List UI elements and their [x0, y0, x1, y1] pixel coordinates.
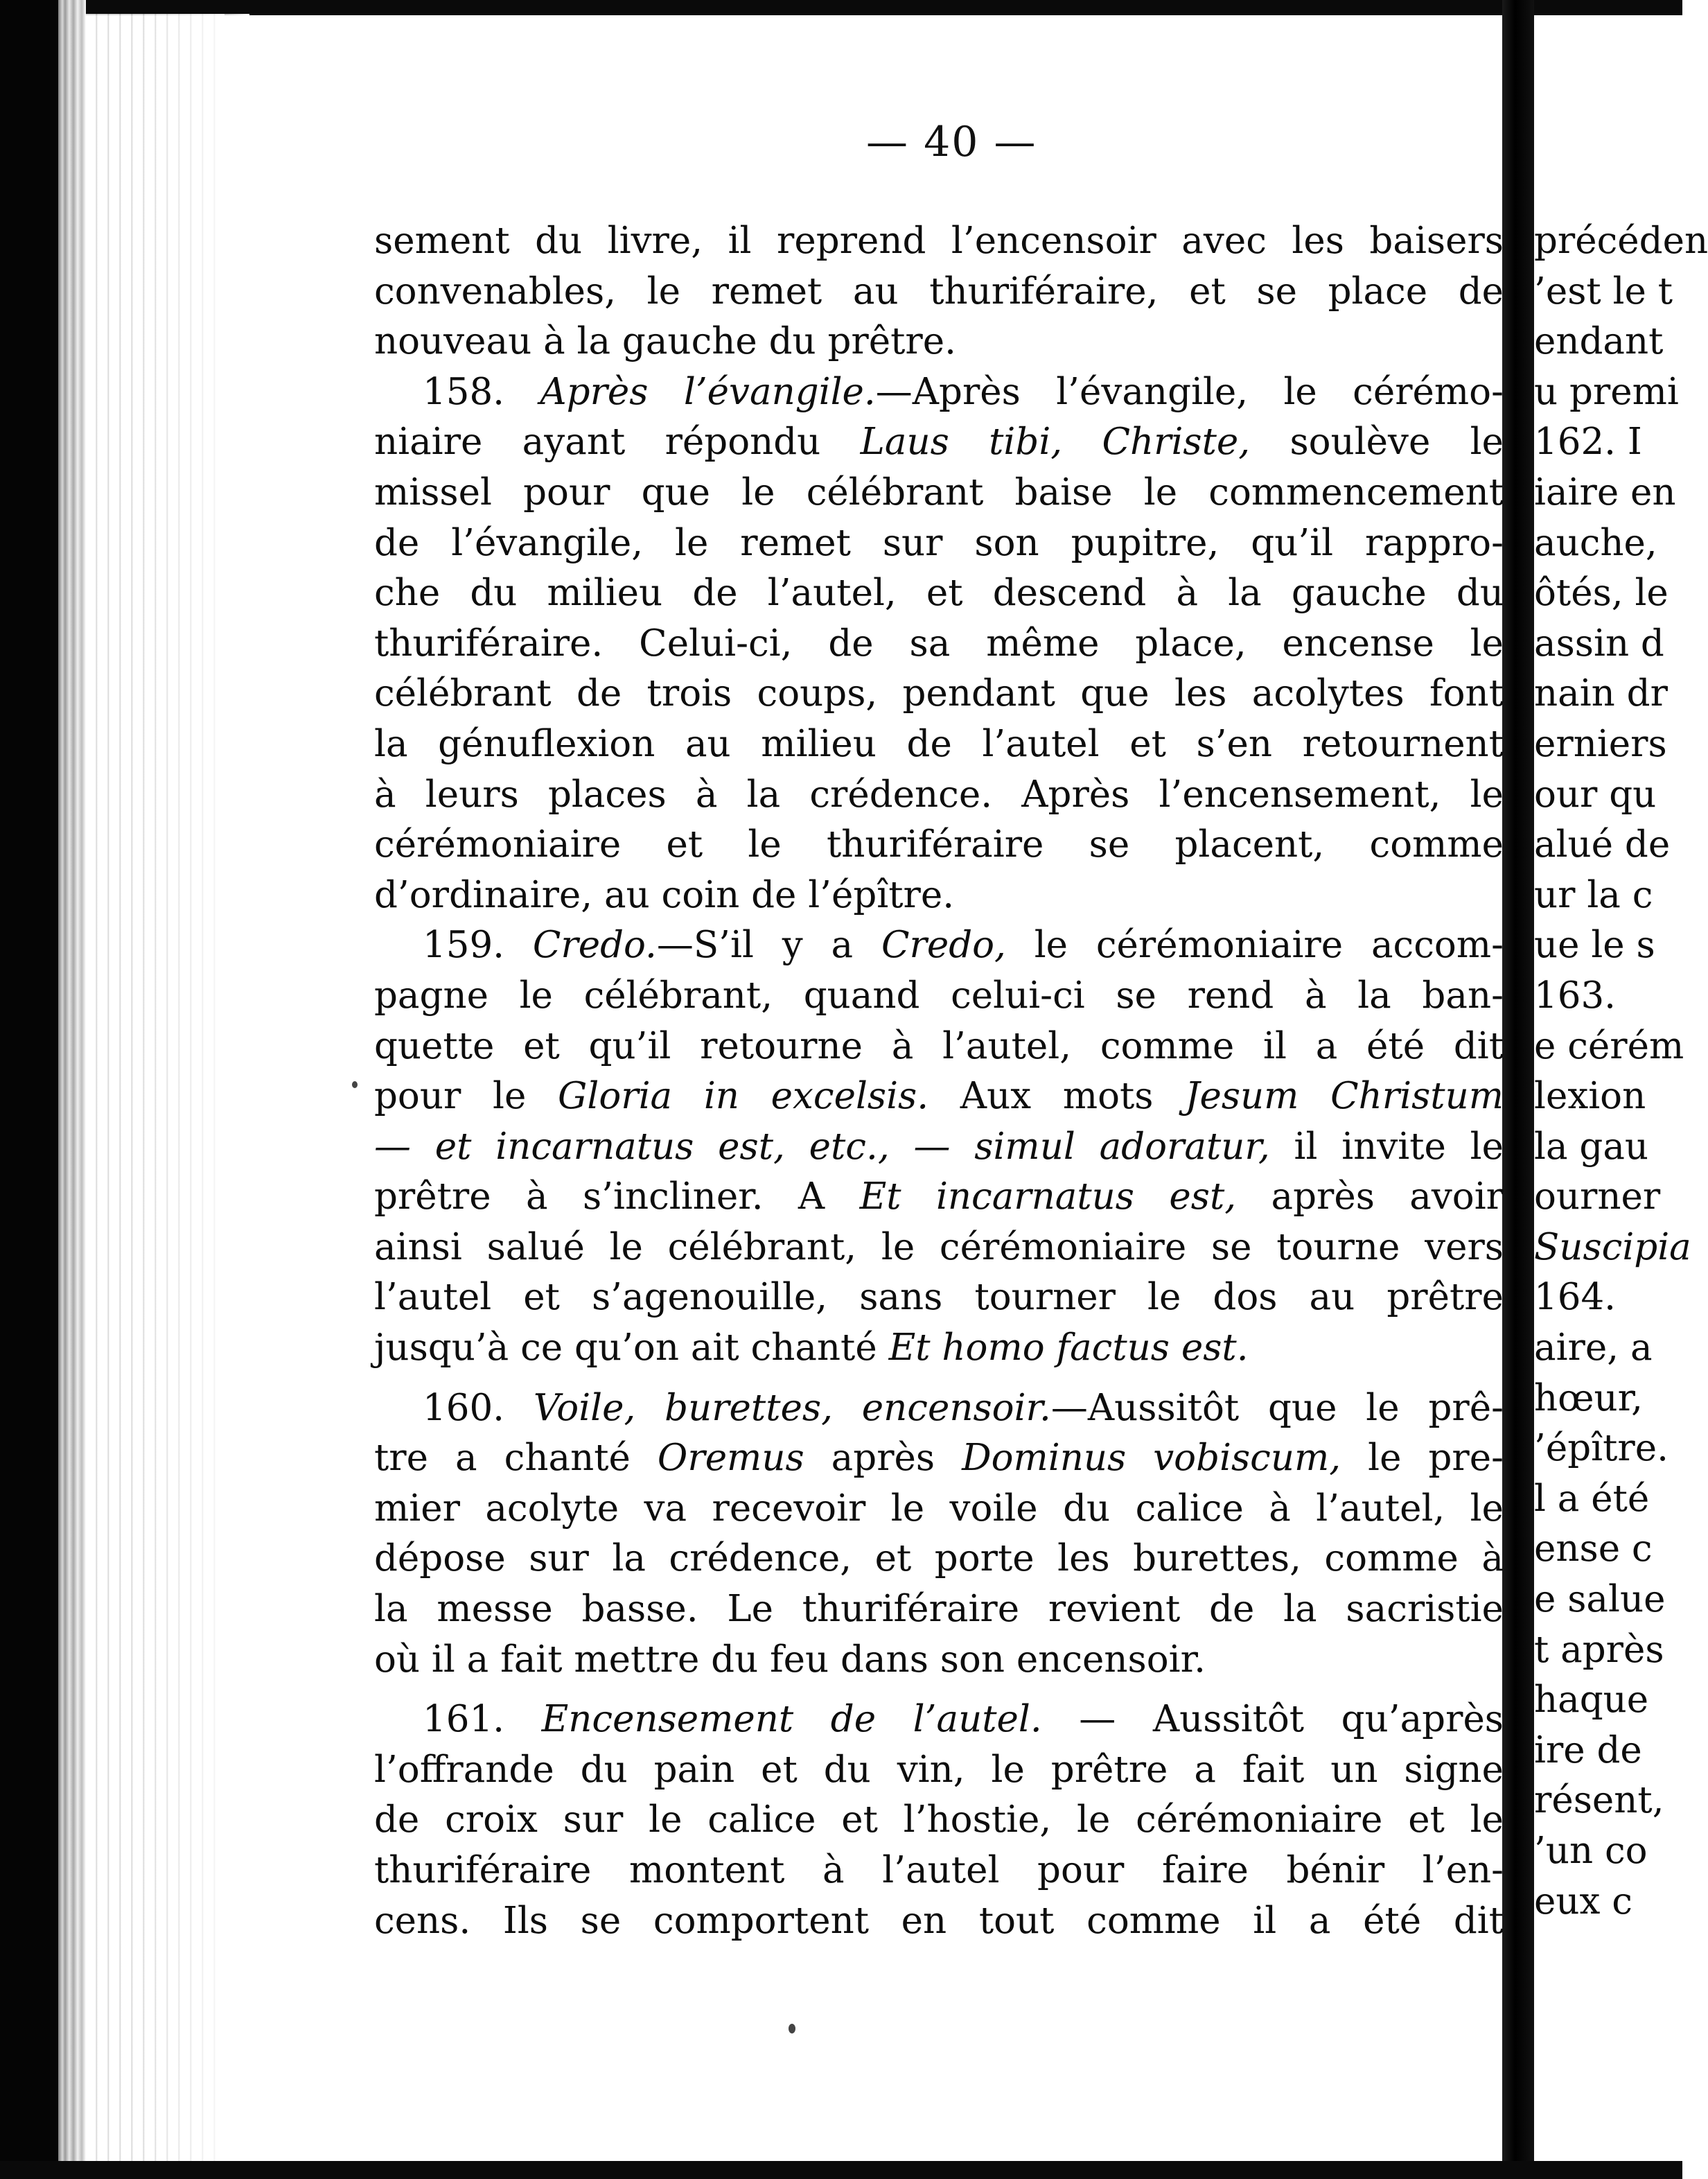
text-line	[374, 1122, 1504, 1173]
facing-line-fragment: eux c	[1534, 1880, 1632, 1923]
text-run: —Aussitôt que le prê-	[1050, 1386, 1504, 1429]
text-run: missel pour que le célébrant baise le commencement	[374, 471, 1504, 514]
text-line	[374, 1584, 1504, 1635]
text-run: sement du livre, il reprend l’encensoir avec les baisers	[374, 220, 1504, 262]
text-run: après avoir	[1236, 1175, 1504, 1218]
facing-line-fragment: l a été	[1534, 1477, 1650, 1520]
book-gutter	[1502, 0, 1534, 2179]
facing-line-fragment: hœur,	[1534, 1376, 1644, 1419]
text-run: — Aussitôt qu’après	[1041, 1698, 1504, 1741]
text-line	[374, 216, 1504, 267]
text-run: il invite le	[1269, 1125, 1504, 1168]
text-run: quette et qu’il retourne à l’autel, comme il a été dit	[374, 1024, 1504, 1067]
facing-line-fragment: e salue	[1534, 1578, 1666, 1621]
text-run: prêtre à s’incliner. A	[374, 1175, 860, 1218]
italic-run: — et incarnatus est, etc., — simul adoratur,	[374, 1125, 1270, 1168]
text-run: thuriféraire. Celui-ci, de sa même place, encense le	[374, 622, 1504, 665]
facing-line-fragment: alué de	[1534, 823, 1671, 866]
text-run: après	[804, 1437, 962, 1480]
italic-run: Gloria in excelsis.	[558, 1075, 929, 1118]
text-line	[374, 367, 1504, 418]
text-run: —Après l’évangile, le cérémo-	[875, 370, 1504, 413]
text-run: le cérémoniaire accom-	[1005, 924, 1504, 967]
text-line	[374, 1846, 1504, 1896]
facing-line-fragment: ’est le t	[1534, 270, 1673, 313]
facing-line-fragment: ue le s	[1534, 924, 1655, 967]
text-run: 159.	[423, 924, 533, 967]
text-run: à leurs places à la crédence. Après l’encensement, le	[374, 773, 1504, 816]
text-line	[374, 1484, 1504, 1534]
text-run: où il a fait mettre du feu dans son encensoir.	[374, 1638, 1206, 1681]
text-line	[374, 870, 1504, 921]
text-line	[374, 1172, 1504, 1223]
text-line	[374, 770, 1504, 821]
text-line	[374, 1433, 1504, 1484]
facing-line-fragment: ourner	[1534, 1175, 1661, 1218]
text-run: thuriféraire montent à l’autel pour faire bénir l’en-	[374, 1849, 1504, 1891]
text-run: niaire ayant répondu	[374, 421, 861, 464]
text-line	[374, 1071, 1504, 1122]
text-run: che du milieu de l’autel, et descend à la gauche du	[374, 572, 1504, 615]
text-run: de croix sur le calice et l’hostie, le cérémoniaire et le	[374, 1799, 1504, 1841]
facing-line-fragment: t après	[1534, 1628, 1664, 1671]
text-line	[374, 971, 1504, 1022]
text-line	[374, 1383, 1504, 1434]
facing-line-fragment: ’un co	[1534, 1830, 1648, 1872]
text-run: 160.	[423, 1386, 534, 1429]
text-run: 161.	[423, 1698, 542, 1741]
text-run: mier acolyte va recevoir le voile du calice à l’autel, le	[374, 1487, 1504, 1530]
text-run: tre a chanté	[374, 1437, 658, 1480]
scan-top-border	[0, 0, 1682, 15]
text-line	[374, 1223, 1504, 1273]
text-run: la messe basse. Le thuriféraire revient de la sacristie	[374, 1588, 1504, 1631]
text-line	[374, 267, 1504, 317]
facing-line-fragment: ire de	[1534, 1729, 1642, 1771]
text-run: ainsi salué le célébrant, le cérémoniaire se tourne vers	[374, 1225, 1504, 1268]
scan-speck	[789, 2024, 795, 2033]
facing-line-fragment: Suscipia	[1534, 1225, 1691, 1268]
text-run: soulève le	[1250, 421, 1504, 464]
facing-line-fragment: aire, a	[1534, 1327, 1653, 1369]
text-run: la génuflexion au milieu de l’autel et s’en retournent	[374, 722, 1504, 765]
scan-left-border	[0, 0, 58, 2179]
text-line	[374, 1323, 1504, 1374]
text-run: jusqu’à ce qu’on ait chanté	[374, 1327, 889, 1369]
text-run: pour le	[374, 1075, 558, 1118]
facing-line-fragment: e cérém	[1534, 1024, 1684, 1067]
text-run: pagne le célébrant, quand celui-ci se rend à la ban-	[374, 974, 1504, 1017]
facing-line-fragment: lexion	[1534, 1075, 1646, 1118]
text-line	[374, 468, 1504, 518]
facing-line-fragment: nain dr	[1534, 672, 1668, 715]
text-run: 158.	[423, 370, 540, 413]
paragraph-gap	[374, 1374, 1504, 1383]
facing-line-fragment: la gau	[1534, 1125, 1649, 1168]
text-run: Aux mots	[928, 1075, 1186, 1118]
facing-line-fragment: haque	[1534, 1679, 1649, 1722]
text-line	[374, 820, 1504, 870]
facing-line-fragment: u premi	[1534, 370, 1679, 413]
facing-line-fragment: 163.	[1534, 974, 1617, 1017]
italic-run: Encensement de l’autel.	[541, 1698, 1042, 1741]
text-line	[374, 719, 1504, 770]
text-run: cens. Ils se comportent en tout comme il a été dit	[374, 1899, 1504, 1942]
text-run: le pre-	[1341, 1437, 1504, 1480]
text-line	[374, 619, 1504, 670]
paragraph-gap	[374, 1685, 1504, 1695]
text-run: l’offrande du pain et du vin, le prêtre a fait un signe	[374, 1748, 1504, 1791]
italic-run: Laus tibi, Christe,	[860, 421, 1251, 464]
facing-line-fragment: ur la c	[1534, 873, 1653, 916]
text-run: de l’évangile, le remet sur son pupitre, qu’il rappro-	[374, 521, 1504, 564]
italic-run: Credo.	[532, 924, 657, 967]
text-line	[374, 1022, 1504, 1072]
facing-line-fragment: assin d	[1534, 622, 1664, 665]
italic-run: Et homo factus est.	[888, 1327, 1249, 1369]
text-line	[374, 518, 1504, 569]
text-run: l’autel et s’agenouille, sans tourner le dos au prêtre	[374, 1276, 1504, 1319]
text-line	[374, 417, 1504, 468]
body-text	[374, 216, 1504, 1946]
italic-run: Oremus	[657, 1437, 804, 1480]
facing-page-text	[1534, 216, 1708, 1927]
facing-line-fragment: résent,	[1534, 1779, 1664, 1822]
scan-bottom-border	[0, 2161, 1682, 2179]
italic-run: Voile, burettes, encensoir.	[533, 1386, 1051, 1429]
text-line	[374, 920, 1504, 971]
text-line	[374, 1272, 1504, 1323]
text-line	[374, 669, 1504, 719]
book-edge	[58, 0, 86, 2179]
text-run: cérémoniaire et le thuriféraire se placent, comme	[374, 823, 1504, 866]
facing-line-fragment: our qu	[1534, 773, 1657, 816]
text-run: célébrant de trois coups, pendant que les acolytes font	[374, 672, 1504, 715]
text-run: nouveau à la gauche du prêtre.	[374, 320, 956, 363]
text-line	[374, 1745, 1504, 1796]
text-line	[374, 568, 1504, 619]
text-line	[374, 1635, 1504, 1686]
page-number: — 40 —	[866, 118, 1037, 166]
facing-line-fragment: 164.	[1534, 1276, 1617, 1319]
italic-run: Après l’évangile.	[540, 370, 876, 413]
text-line	[374, 1896, 1504, 1947]
text-line	[374, 1695, 1504, 1745]
facing-line-fragment: ense c	[1534, 1528, 1653, 1570]
text-line	[374, 1534, 1504, 1584]
text-line	[374, 317, 1504, 367]
facing-line-fragment: auche,	[1534, 521, 1657, 564]
text-run: dépose sur la crédence, et porte les burettes, comme à	[374, 1537, 1504, 1580]
facing-line-fragment: iaire en	[1534, 471, 1676, 514]
text-run: —S’il y a	[656, 924, 881, 967]
text-line	[374, 1795, 1504, 1846]
facing-line-fragment: erniers	[1534, 722, 1667, 765]
text-run: convenables, le remet au thuriféraire, et se place de	[374, 270, 1504, 313]
facing-line-fragment: endant	[1534, 320, 1664, 363]
facing-line-fragment: précéden	[1534, 220, 1708, 262]
facing-line-fragment: ôtés, le	[1534, 572, 1669, 615]
italic-run: Credo,	[881, 924, 1006, 967]
facing-line-fragment: 162. I	[1534, 421, 1642, 464]
facing-line-fragment: ’épître.	[1534, 1427, 1669, 1470]
italic-run: Et incarnatus est,	[859, 1175, 1237, 1218]
text-run: d’ordinaire, au coin de l’épître.	[374, 873, 955, 916]
scan-speck	[352, 1081, 358, 1088]
italic-run: Jesum Christum	[1185, 1075, 1504, 1118]
italic-run: Dominus vobiscum,	[962, 1437, 1341, 1480]
